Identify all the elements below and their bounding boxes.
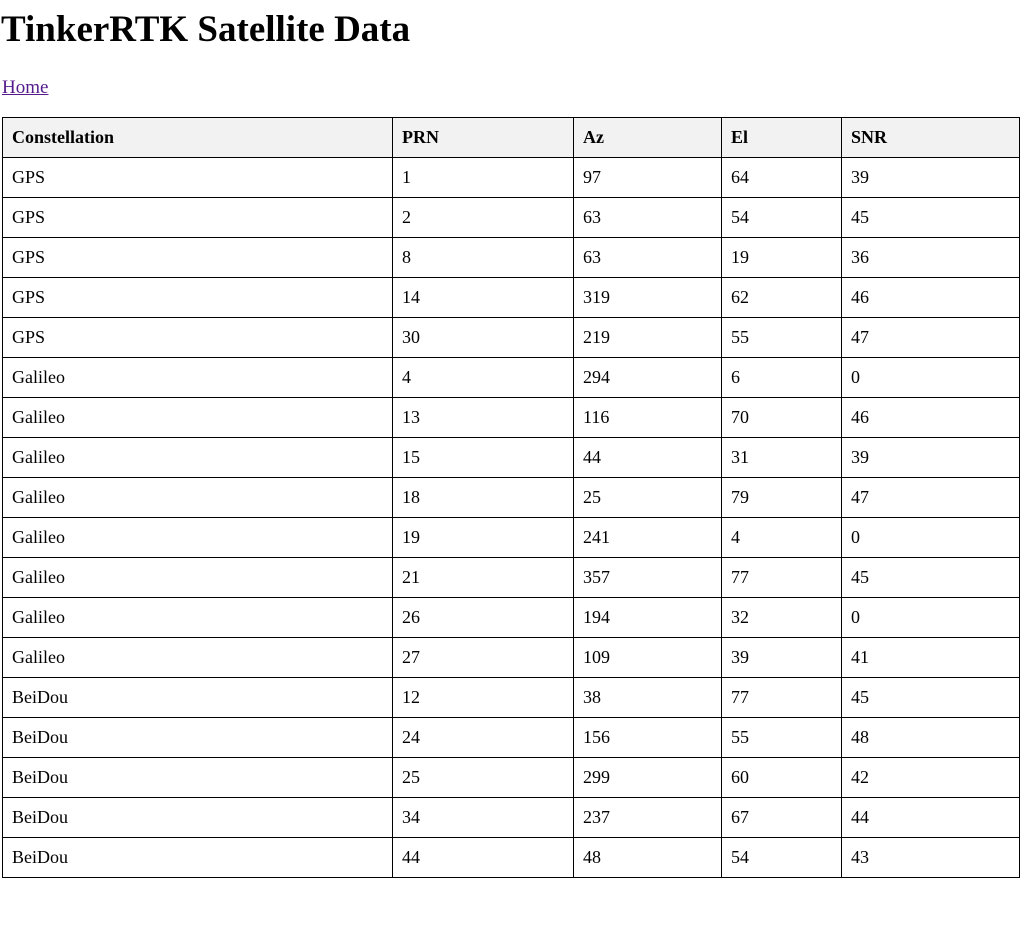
table-row <box>3 318 1020 358</box>
cell-prn: 1 <box>393 158 574 198</box>
table-row <box>3 558 1020 598</box>
table-row <box>3 638 1020 678</box>
table-row <box>3 478 1020 518</box>
cell-prn: 44 <box>393 838 574 878</box>
cell-prn: 30 <box>393 318 574 358</box>
cell-snr: 0 <box>842 518 1020 558</box>
cell-el: 54 <box>722 838 842 878</box>
cell-el: 60 <box>722 758 842 798</box>
table-row <box>3 398 1020 438</box>
cell-el: 70 <box>722 398 842 438</box>
cell-el: 54 <box>722 198 842 238</box>
table-row <box>3 798 1020 838</box>
table-body <box>3 158 1020 878</box>
cell-prn: 27 <box>393 638 574 678</box>
cell-az: 63 <box>574 238 722 278</box>
cell-prn: 34 <box>393 798 574 838</box>
cell-snr: 47 <box>842 478 1020 518</box>
cell-el: 32 <box>722 598 842 638</box>
cell-az: 357 <box>574 558 722 598</box>
cell-prn: 8 <box>393 238 574 278</box>
header-row <box>3 118 1020 158</box>
cell-snr: 43 <box>842 838 1020 878</box>
cell-prn: 18 <box>393 478 574 518</box>
column-header-prn: PRN <box>393 118 574 158</box>
cell-el: 79 <box>722 478 842 518</box>
cell-prn: 26 <box>393 598 574 638</box>
cell-az: 25 <box>574 478 722 518</box>
cell-el: 55 <box>722 718 842 758</box>
table-row <box>3 718 1020 758</box>
table-row <box>3 358 1020 398</box>
cell-snr: 42 <box>842 758 1020 798</box>
cell-az: 156 <box>574 718 722 758</box>
cell-prn: 4 <box>393 358 574 398</box>
cell-constellation: GPS <box>3 238 393 278</box>
cell-snr: 39 <box>842 438 1020 478</box>
cell-constellation: GPS <box>3 318 393 358</box>
cell-az: 241 <box>574 518 722 558</box>
cell-el: 55 <box>722 318 842 358</box>
cell-constellation: Galileo <box>3 358 393 398</box>
page-title: TinkerRTK Satellite Data <box>1 9 411 50</box>
cell-az: 319 <box>574 278 722 318</box>
cell-el: 62 <box>722 278 842 318</box>
table-row <box>3 678 1020 718</box>
cell-el: 64 <box>722 158 842 198</box>
column-header-el: El <box>722 118 842 158</box>
cell-snr: 41 <box>842 638 1020 678</box>
cell-az: 116 <box>574 398 722 438</box>
cell-az: 97 <box>574 158 722 198</box>
cell-az: 194 <box>574 598 722 638</box>
cell-prn: 14 <box>393 278 574 318</box>
cell-el: 67 <box>722 798 842 838</box>
cell-az: 48 <box>574 838 722 878</box>
cell-constellation: BeiDou <box>3 678 393 718</box>
table-row <box>3 238 1020 278</box>
cell-el: 31 <box>722 438 842 478</box>
cell-snr: 45 <box>842 198 1020 238</box>
cell-az: 38 <box>574 678 722 718</box>
cell-prn: 15 <box>393 438 574 478</box>
table-header <box>3 118 1020 158</box>
cell-constellation: Galileo <box>3 638 393 678</box>
cell-prn: 21 <box>393 558 574 598</box>
cell-az: 63 <box>574 198 722 238</box>
cell-snr: 48 <box>842 718 1020 758</box>
table-row <box>3 838 1020 878</box>
cell-el: 77 <box>722 678 842 718</box>
cell-constellation: Galileo <box>3 518 393 558</box>
cell-az: 44 <box>574 438 722 478</box>
column-header-constellation: Constellation <box>3 118 393 158</box>
cell-el: 4 <box>722 518 842 558</box>
cell-snr: 46 <box>842 278 1020 318</box>
cell-el: 39 <box>722 638 842 678</box>
cell-constellation: GPS <box>3 198 393 238</box>
cell-snr: 46 <box>842 398 1020 438</box>
cell-az: 219 <box>574 318 722 358</box>
cell-constellation: GPS <box>3 278 393 318</box>
cell-snr: 0 <box>842 598 1020 638</box>
table-row <box>3 158 1020 198</box>
cell-constellation: Galileo <box>3 478 393 518</box>
table-row <box>3 758 1020 798</box>
cell-snr: 45 <box>842 558 1020 598</box>
table-row <box>3 518 1020 558</box>
cell-constellation: BeiDou <box>3 798 393 838</box>
cell-snr: 36 <box>842 238 1020 278</box>
cell-az: 299 <box>574 758 722 798</box>
cell-prn: 24 <box>393 718 574 758</box>
table-row <box>3 438 1020 478</box>
cell-el: 77 <box>722 558 842 598</box>
cell-prn: 25 <box>393 758 574 798</box>
cell-constellation: GPS <box>3 158 393 198</box>
cell-snr: 47 <box>842 318 1020 358</box>
home-link[interactable]: Home <box>2 77 49 98</box>
cell-snr: 39 <box>842 158 1020 198</box>
table-row <box>3 278 1020 318</box>
cell-snr: 45 <box>842 678 1020 718</box>
satellite-table <box>2 117 1020 878</box>
cell-prn: 2 <box>393 198 574 238</box>
cell-az: 109 <box>574 638 722 678</box>
cell-el: 6 <box>722 358 842 398</box>
cell-snr: 0 <box>842 358 1020 398</box>
cell-prn: 13 <box>393 398 574 438</box>
cell-az: 294 <box>574 358 722 398</box>
column-header-az: Az <box>574 118 722 158</box>
cell-prn: 12 <box>393 678 574 718</box>
cell-az: 237 <box>574 798 722 838</box>
cell-constellation: Galileo <box>3 398 393 438</box>
cell-constellation: Galileo <box>3 438 393 478</box>
column-header-snr: SNR <box>842 118 1020 158</box>
table-row <box>3 598 1020 638</box>
cell-constellation: BeiDou <box>3 718 393 758</box>
cell-constellation: BeiDou <box>3 838 393 878</box>
cell-constellation: Galileo <box>3 558 393 598</box>
cell-snr: 44 <box>842 798 1020 838</box>
cell-el: 19 <box>722 238 842 278</box>
table-row <box>3 198 1020 238</box>
cell-constellation: BeiDou <box>3 758 393 798</box>
cell-prn: 19 <box>393 518 574 558</box>
cell-constellation: Galileo <box>3 598 393 638</box>
